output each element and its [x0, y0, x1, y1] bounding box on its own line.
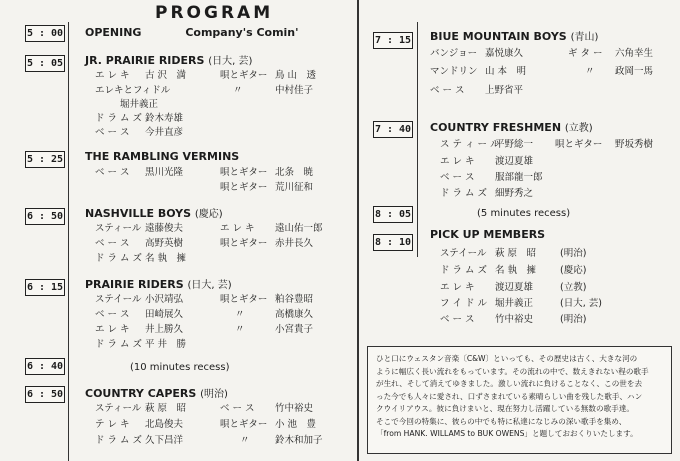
instrument: ベ ー ス: [95, 167, 130, 178]
band-name: [430, 119, 593, 134]
intro-line: ように幅広く長い流れをもっています。その流れの中で、数えきれない程の歌手: [376, 366, 649, 376]
band-affiliation: (慶応): [194, 209, 223, 220]
instrument: 唄とギター: [220, 238, 268, 249]
instrument: ベ ー ス: [95, 309, 130, 320]
instrument: スティール: [95, 223, 142, 234]
instrument: ド ラ ム ズ: [95, 113, 143, 124]
time-box: 7 : 40: [373, 121, 413, 138]
band-affiliation: (明治): [200, 389, 228, 400]
time-box: 6 : 15: [25, 279, 65, 296]
member-affiliation: (明治): [560, 248, 587, 259]
member-name: 渡辺夏雄: [495, 156, 534, 167]
right-timeline: [417, 22, 418, 257]
member-name: 竹中裕史: [275, 403, 314, 414]
time-box: 8 : 05: [373, 206, 413, 223]
opening-note: Company's Comin': [185, 26, 299, 39]
instrument: 唄とギター: [220, 419, 268, 430]
member-name: 高橋康久: [275, 309, 314, 320]
member-name: 野坂秀樹: [615, 139, 654, 150]
band-title: PRAIRIE RIDERS: [85, 278, 184, 291]
member-name: 六角幸生: [615, 48, 654, 59]
member-name: 古 沢 満: [145, 70, 187, 81]
member-affiliation: (立教): [560, 282, 587, 293]
member-affiliation: (慶応): [560, 265, 587, 276]
instrument: ステイール: [440, 248, 487, 259]
band-title: THE RAMBLING VERMINS: [85, 150, 240, 163]
instrument: エ レ キ: [440, 156, 475, 167]
instrument: エ レ キ: [95, 324, 130, 335]
instrument: ベ ー ス: [440, 314, 475, 325]
member-name: 萩 原 昭: [495, 248, 537, 259]
member-name: 粕谷豊昭: [275, 294, 314, 305]
band-name: [85, 52, 252, 67]
band-name: [85, 150, 239, 163]
instrument: ベ ー ス: [220, 403, 255, 414]
member-name: 井上勝久: [145, 324, 184, 335]
member-name: 田崎展久: [145, 309, 184, 320]
instrument: 〃: [235, 324, 245, 335]
instrument: ベ ー ス: [95, 127, 130, 138]
intro-line: が生れ、そして消えてゆきました。激しい流れに負けることなく、この世を去: [376, 379, 643, 388]
instrument: バンジョー: [430, 48, 478, 59]
instrument: ベ ー ス: [430, 85, 465, 96]
member-name: 黒川光隆: [145, 167, 184, 178]
instrument: 唄とギター: [220, 294, 268, 305]
member-name: 細野秀之: [495, 188, 534, 199]
member-name: 鈴木寿雄: [145, 113, 184, 124]
band-name: [85, 385, 228, 400]
intro-line: ひと口にウェスタン音楽〔C&W〕といっても、その歴史は古く、大きな河の: [376, 354, 638, 363]
band-title: PICK UP MEMBERS: [430, 228, 546, 241]
instrument: 〃: [585, 66, 595, 77]
band-name: [430, 28, 598, 43]
member-affiliation: (明治): [560, 314, 587, 325]
page-title: PROGRAM: [155, 3, 274, 23]
member-name: 堀井義正: [120, 99, 159, 110]
band-affiliation: (青山): [570, 32, 599, 43]
member-name: 服部龍一郎: [495, 172, 543, 183]
instrument: 〃: [235, 309, 245, 320]
instrument: ベ ー ス: [440, 172, 475, 183]
instrument: エ レ キ: [95, 70, 130, 81]
intro-line: クウイリアウス。彼に負けまいと、現在努力し活躍している無数の歌手達。: [376, 404, 634, 413]
member-name: 小 池 豊: [275, 419, 317, 430]
time-box: 6 : 40: [25, 358, 65, 375]
member-name: 竹中裕史: [495, 314, 534, 325]
instrument: 唄とギター: [220, 167, 268, 178]
band-affiliation: (日大, 芸): [187, 280, 232, 291]
instrument: 唄とギター: [555, 139, 603, 150]
band-title: BIUE MOUNTAIN BOYS: [430, 30, 567, 43]
member-name: 久下昌洋: [145, 435, 184, 446]
member-name: 名 執 擁: [145, 253, 187, 264]
instrument: エレキとフィドル: [95, 85, 171, 96]
instrument: ド ラ ム ズ: [440, 188, 488, 199]
instrument: 唄とギター: [220, 182, 268, 193]
instrument: ギ タ ー: [568, 48, 603, 59]
band-affiliation: (日大, 芸): [208, 56, 253, 67]
member-name: 今井直彦: [145, 127, 184, 138]
band-title: NASHVILLE BOYS: [85, 207, 192, 220]
member-name: 政岡一馬: [615, 66, 654, 77]
instrument: ド ラ ム ズ: [95, 435, 143, 446]
member-name: 鳥 山 透: [275, 70, 317, 81]
opening-label: OPENING: [85, 26, 142, 39]
time-box: 5 : 25: [25, 151, 65, 168]
member-name: 嘉悦康久: [485, 48, 524, 59]
time-box: 7 : 15: [373, 32, 413, 49]
band-title: COUNTRY CAPERS: [85, 387, 197, 400]
member-name: 遠藤俊夫: [145, 223, 184, 234]
member-name: 鈴木和加子: [275, 435, 323, 446]
band-name: [85, 205, 223, 220]
intro-line: った今でも人々に愛され、口ずさまれている素晴らしい曲を残した歌手、ハン: [376, 391, 643, 401]
member-affiliation: (日大, 芸): [560, 298, 602, 309]
time-box: 6 : 50: [25, 208, 65, 225]
intro-line: そこで今回の特集に、彼らの中でも特に私達になじみの深い歌手を集め、: [376, 416, 627, 426]
band-name: [430, 228, 545, 241]
member-name: 小沢靖弘: [145, 294, 184, 305]
time-box: 5 : 00: [25, 25, 65, 42]
instrument: ド ラ ム ズ: [95, 253, 143, 264]
instrument: ド ラ ム ズ: [95, 339, 143, 350]
instrument: ド ラ ム ズ: [440, 265, 488, 276]
instrument: フ イ ド ル: [440, 298, 488, 309]
member-name: 北島俊夫: [145, 419, 184, 430]
band-title: COUNTRY FRESHMEN: [430, 121, 562, 134]
instrument: 唄とギター: [220, 70, 268, 81]
recess-note: (10 minutes recess): [130, 362, 230, 373]
time-box: 5 : 05: [25, 55, 65, 72]
intro-line: 「from HANK. WILLAMS to BUK OWENS」と題しておおくりいたします。: [376, 429, 638, 438]
instrument: 〃: [233, 85, 243, 96]
member-name: 小宮貴子: [275, 324, 314, 335]
member-name: 北条 暁: [275, 167, 314, 178]
instrument: スティール: [95, 403, 142, 414]
band-name: [85, 276, 232, 291]
time-box: 6 : 50: [25, 386, 65, 403]
band-title: JR. PRAIRIE RIDERS: [85, 54, 205, 67]
member-name: 上野省平: [485, 85, 524, 96]
member-name: 渡辺夏雄: [495, 282, 534, 293]
member-name: 名 執 擁: [495, 265, 537, 276]
instrument: エ レ キ: [440, 282, 475, 293]
member-name: 堀井義正: [495, 298, 534, 309]
instrument: 〃: [240, 435, 250, 446]
intro-text-box: [367, 346, 672, 454]
recess-note: (5 minutes recess): [477, 208, 571, 219]
member-name: 山 本 明: [485, 66, 527, 77]
member-name: 中村佳子: [275, 85, 314, 96]
instrument: ベ ー ス: [95, 238, 130, 249]
band-affiliation: (立教): [564, 123, 593, 134]
member-name: 荒川征和: [275, 182, 314, 193]
opening-heading: [85, 26, 299, 39]
instrument: エ レ キ: [220, 223, 255, 234]
time-box: 8 : 10: [373, 234, 413, 251]
member-name: 高野英樹: [145, 238, 184, 249]
member-name: 遠山佑一郎: [275, 223, 323, 234]
member-name: 赤井長久: [275, 238, 314, 249]
instrument: ス テ ィ ー ル: [440, 139, 500, 150]
instrument: テ レ キ: [95, 419, 130, 430]
instrument: マンドリン: [430, 66, 478, 77]
instrument: ステイール: [95, 294, 142, 305]
member-name: 萩 原 昭: [145, 403, 187, 414]
center-divider: [357, 0, 359, 461]
member-name: 平野総一: [495, 139, 534, 150]
member-name: 平 井 勝: [145, 339, 187, 350]
left-timeline: [68, 22, 69, 461]
